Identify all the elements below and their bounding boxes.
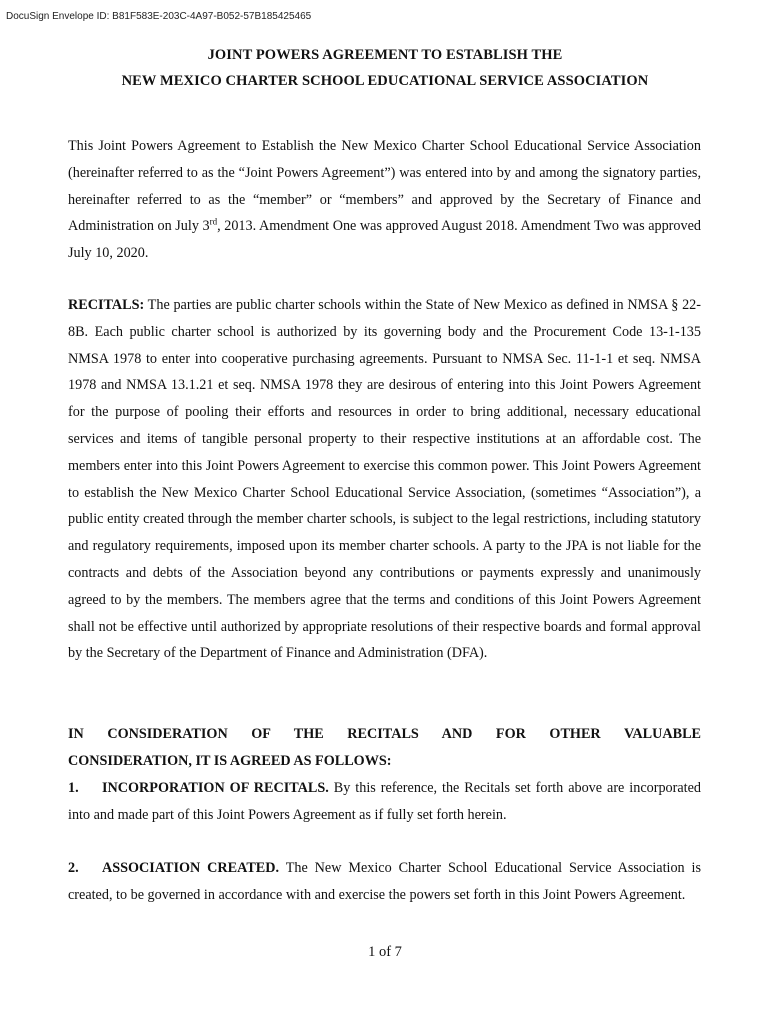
section-1-heading: INCORPORATION OF RECITALS. bbox=[102, 780, 329, 796]
recitals-text: The parties are public charter schools within the State of New Mexico as defined in NMSA § 22-8B. Each public charter school is authorized by its governing body and the Procurement Code 13-1-135 NMSA 1978 to enter into cooperative purchasing agreements. Pursuant to NMSA Sec. 11-1-1 et seq. NMSA 1978 and NMSA 13.1.21 et seq. NMSA 1978 they are desirous of entering into this Joint Powers Agreement for the purpose of pooling their efforts and resources in order to bring additional, necessary educational services and items of tangible personal property to their respective institutions at an affordable cost. The members enter into this Joint Powers Agreement to exercise this common power. This Joint Powers Agreement to establish the New Mexico Charter School Educational Service Association, (sometimes “Association”), a public entity created through the member charter schools, is subject to the legal restrictions, including statutory and regulatory requirements, imposed upon its member charter schools. A party to the JPA is not liable for the contracts and debts of the Association beyond any contributions or payments expressly and unanimously agreed to by the members. The members agree that the terms and conditions of this Joint Powers Agreement shall not be effective until authorized by appropriate resolutions of their respective boards and formal approval by the Secretary of the Department of Finance and Administration (DFA). bbox=[68, 297, 701, 662]
section-1-text: By this reference, the Recitals set forth above are incorporated into and made part of this Joint Powers Agreement as if fully set forth herein. bbox=[68, 780, 701, 823]
section-2-number: 2. bbox=[68, 860, 79, 876]
intro-text-part2: , 2013. Amendment One was approved August 2018. Amendment Two was approved July 10, 2020. bbox=[68, 218, 701, 262]
section-1 bbox=[68, 775, 701, 829]
page-number: 1 of 7 bbox=[368, 944, 402, 960]
recitals-paragraph bbox=[68, 292, 701, 667]
recitals-heading: RECITALS: bbox=[68, 297, 145, 313]
intro-superscript: rd bbox=[209, 216, 218, 227]
docusign-envelope-id: DocuSign Envelope ID: B81F583E-203C-4A97-B052-57B185425465 bbox=[6, 11, 312, 22]
document-title-line2: NEW MEXICO CHARTER SCHOOL EDUCATIONAL SERVICE ASSOCIATION bbox=[121, 73, 649, 89]
intro-text-part1: This Joint Powers Agreement to Establish the New Mexico Charter School Educational Service Association (hereinafter referred to as the “Joint Powers Agreement”) was entered into by and among the signatory parties, hereinafter referred to as the “member” or “members” and approved by the Secretary of Finance and Administration on July 3 bbox=[68, 138, 701, 235]
consideration-line2: CONSIDERATION, IT IS AGREED AS FOLLOWS: bbox=[68, 752, 392, 769]
consideration-line1: IN CONSIDERATION OF THE RECITALS AND FOR OTHER VALUABLE bbox=[68, 726, 701, 742]
document-title-line1: JOINT POWERS AGREEMENT TO ESTABLISH THE bbox=[207, 47, 563, 63]
consideration-clause bbox=[68, 721, 701, 775]
section-2-text: The New Mexico Charter School Educational Service Association is created, to be governed in accordance with and exercise the powers set forth in this Joint Powers Agreement. bbox=[68, 860, 701, 903]
intro-paragraph bbox=[68, 133, 701, 267]
section-1-number: 1. bbox=[68, 780, 79, 796]
section-2-heading: ASSOCIATION CREATED. bbox=[102, 860, 280, 876]
section-2 bbox=[68, 855, 701, 909]
